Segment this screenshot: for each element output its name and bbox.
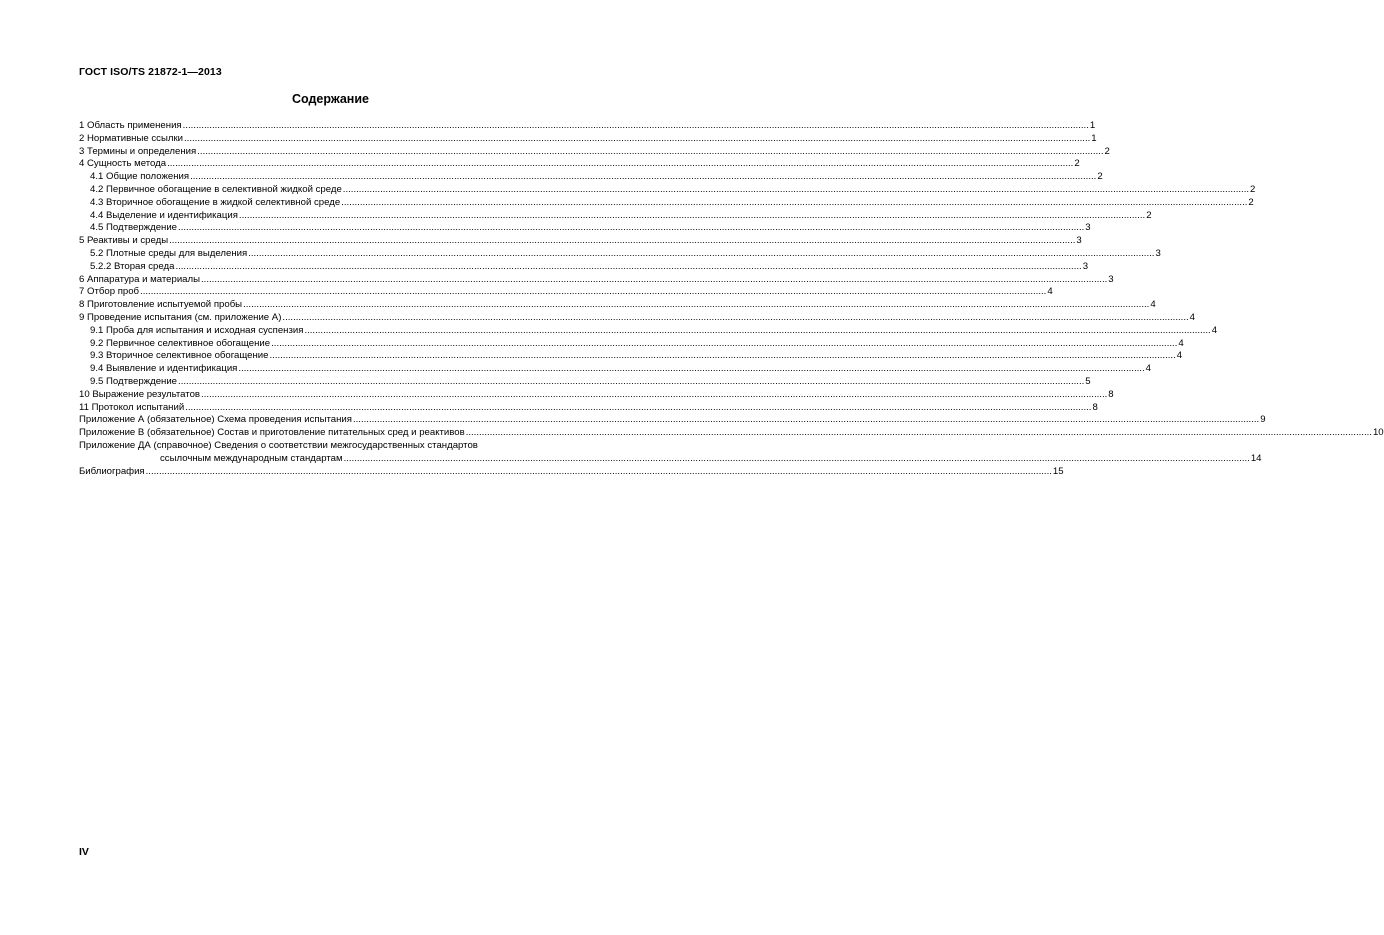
toc-entry-page: 3 xyxy=(1108,273,1114,285)
toc-entry-appendix-b[interactable] xyxy=(79,427,1384,440)
toc-entry-label: 9.1 Проба для испытания и исходная суспензия xyxy=(90,324,304,336)
toc-leader-dots xyxy=(271,338,1177,351)
page-number: IV xyxy=(79,846,89,858)
toc-leader-dots xyxy=(183,120,1089,133)
toc-entry-appendix-a[interactable] xyxy=(79,414,1266,427)
toc-entry-page: 2 xyxy=(1074,158,1080,170)
toc-entry-label: 9 Проведение испытания (см. приложение А) xyxy=(79,311,282,323)
toc-entry-page: 4 xyxy=(1047,286,1053,298)
toc-entry-label: ссылочным международным стандартам xyxy=(160,452,343,464)
toc-leader-dots xyxy=(184,133,1090,146)
toc-entry-5[interactable] xyxy=(79,235,1082,248)
toc-entry-4-2[interactable] xyxy=(79,183,1256,197)
toc-leader-dots xyxy=(167,158,1073,171)
toc-entry-page: 3 xyxy=(1076,235,1082,247)
toc-entry-9-5[interactable] xyxy=(79,375,1091,389)
toc-leader-dots xyxy=(140,286,1046,299)
toc-leader-dots xyxy=(466,427,1372,440)
toc-entry-9-1[interactable] xyxy=(79,324,1218,338)
toc-entry-label: 4.2 Первичное обогащение в селективной жидкой среде xyxy=(90,183,342,195)
toc-leader-dots xyxy=(282,312,1188,325)
toc-entry-page: 2 xyxy=(1248,196,1254,208)
toc-entry-10[interactable] xyxy=(79,388,1114,402)
toc-entry-9-2[interactable] xyxy=(79,337,1184,351)
toc-entry-label: 4.3 Вторичное обогащение в жидкой селективной среде xyxy=(90,196,341,208)
toc-entry-2[interactable] xyxy=(79,132,1097,146)
toc-entry-label: 4.4 Выделение и идентификация xyxy=(90,209,238,221)
toc-entry-11[interactable] xyxy=(79,401,1098,415)
toc-entry-page: 15 xyxy=(1052,465,1064,477)
toc-entry-page: 5 xyxy=(1085,375,1091,387)
page-title: Содержание xyxy=(291,92,369,106)
toc-leader-dots xyxy=(243,299,1149,312)
toc-entry-page: 3 xyxy=(1082,260,1089,272)
toc-entry-page: 8 xyxy=(1108,388,1114,400)
toc-entry-label: 9.3 Вторичное селективное обогащение xyxy=(90,350,269,362)
toc-entry-6[interactable] xyxy=(79,273,1114,287)
toc-leader-dots xyxy=(185,402,1091,415)
toc-leader-dots xyxy=(146,466,1052,479)
toc-entry-label: 5.2.2 Вторая среда xyxy=(90,260,175,272)
toc-entry-page: 1 xyxy=(1089,120,1096,131)
toc-entry-page: 1 xyxy=(1091,132,1097,144)
toc-entry-appendix-da-continued[interactable] xyxy=(79,452,1262,466)
toc-entry-9[interactable] xyxy=(79,311,1196,325)
toc-entry-label: 1 Область применения xyxy=(79,120,182,131)
toc-entry-label: 7 Отбор проб xyxy=(79,286,140,298)
toc-entry-4-4[interactable] xyxy=(79,209,1152,223)
toc-entry-page: 10 xyxy=(1372,427,1384,439)
toc-leader-dots xyxy=(197,146,1103,159)
toc-entry-page: 2 xyxy=(1250,183,1256,195)
toc-entry-page: 4 xyxy=(1176,350,1183,362)
toc-entry-3[interactable] xyxy=(79,145,1110,159)
toc-entry-4-5[interactable] xyxy=(79,222,1091,235)
toc-leader-dots xyxy=(178,376,1084,389)
toc-entry-page: 4 xyxy=(1178,337,1184,349)
toc-entry-bibliography[interactable] xyxy=(79,465,1064,479)
toc-entry-4-3[interactable] xyxy=(79,196,1254,210)
table-of-contents xyxy=(79,120,1384,478)
toc-entry-page: 9 xyxy=(1260,414,1266,426)
toc-entry-label: 4 Сущность метода xyxy=(79,158,167,170)
toc-entry-page: 4 xyxy=(1211,324,1218,336)
toc-entry-page: 4 xyxy=(1150,299,1156,311)
toc-entry-page: 14 xyxy=(1250,452,1262,464)
toc-leader-dots xyxy=(353,414,1259,427)
toc-entry-8[interactable] xyxy=(79,299,1156,312)
toc-entry-label: 3 Термины и определения xyxy=(79,145,197,157)
toc-entry-appendix-da[interactable] xyxy=(79,440,614,453)
toc-entry-page: 2 xyxy=(1104,145,1110,157)
toc-entry-label: 9.2 Первичное селективное обогащение xyxy=(90,337,271,349)
toc-leader-dots xyxy=(248,248,1154,261)
toc-leader-dots xyxy=(169,235,1075,248)
toc-entry-7[interactable] xyxy=(79,286,1053,299)
toc-entry-label: 4.5 Подтверждение xyxy=(90,222,178,234)
toc-entry-label: 9.4 Выявление и идентификация xyxy=(90,363,238,375)
toc-entry-page: 4 xyxy=(1145,363,1151,375)
toc-leader-dots xyxy=(178,222,1084,235)
document-code: ГОСТ ISO/TS 21872-1—2013 xyxy=(79,66,222,78)
toc-entry-1[interactable] xyxy=(79,120,1096,133)
toc-entry-page: 2 xyxy=(1146,209,1152,221)
toc-entry-5-2[interactable] xyxy=(79,247,1161,261)
toc-entry-5-2-2[interactable] xyxy=(79,260,1089,274)
toc-leader-dots xyxy=(238,363,1144,376)
toc-leader-dots xyxy=(239,210,1145,223)
toc-entry-label: 5.2 Плотные среды для выделения xyxy=(90,247,248,259)
toc-leader-dots xyxy=(344,453,1250,466)
toc-leader-dots xyxy=(175,261,1081,274)
toc-entry-page: 3 xyxy=(1085,222,1091,234)
toc-leader-dots xyxy=(269,350,1175,363)
toc-entry-page: 4 xyxy=(1189,311,1196,323)
toc-entry-label: 8 Приготовление испытуемой пробы xyxy=(79,299,243,311)
toc-entry-page: 3 xyxy=(1155,247,1161,259)
toc-leader-dots xyxy=(201,274,1107,287)
toc-entry-label: Библиография xyxy=(79,465,145,477)
toc-entry-9-3[interactable] xyxy=(79,350,1183,363)
toc-leader-dots xyxy=(304,325,1210,338)
toc-entry-4-1[interactable] xyxy=(79,171,1103,184)
toc-entry-label: 10 Выражение результатов xyxy=(79,388,201,400)
toc-entry-label: 4.1 Общие положения xyxy=(90,171,190,183)
toc-leader-dots xyxy=(341,197,1247,210)
toc-entry-label: 11 Протокол испытаний xyxy=(79,401,185,413)
toc-leader-dots xyxy=(201,389,1107,402)
toc-entry-4[interactable] xyxy=(79,158,1080,171)
toc-entry-label: Приложение ДА (справочное) Сведения о соответствии межгосударственных стандартов xyxy=(79,439,478,451)
toc-entry-9-4[interactable] xyxy=(79,363,1151,376)
toc-entry-label: 9.5 Подтверждение xyxy=(90,375,178,387)
toc-entry-label: Приложение В (обязательное) Состав и приготовление питательных сред и реактивов xyxy=(79,427,465,439)
toc-entry-label: Приложение А (обязательное) Схема проведения испытания xyxy=(79,414,352,426)
toc-entry-page: 2 xyxy=(1097,171,1103,183)
toc-entry-label: 5 Реактивы и среды xyxy=(79,235,169,247)
toc-leader-dots xyxy=(343,184,1249,197)
toc-leader-dots xyxy=(190,171,1096,184)
toc-entry-page: 8 xyxy=(1092,401,1098,413)
toc-entry-label: 6 Аппаратура и материалы xyxy=(79,273,201,285)
toc-entry-label: 2 Нормативные ссылки xyxy=(79,132,184,144)
